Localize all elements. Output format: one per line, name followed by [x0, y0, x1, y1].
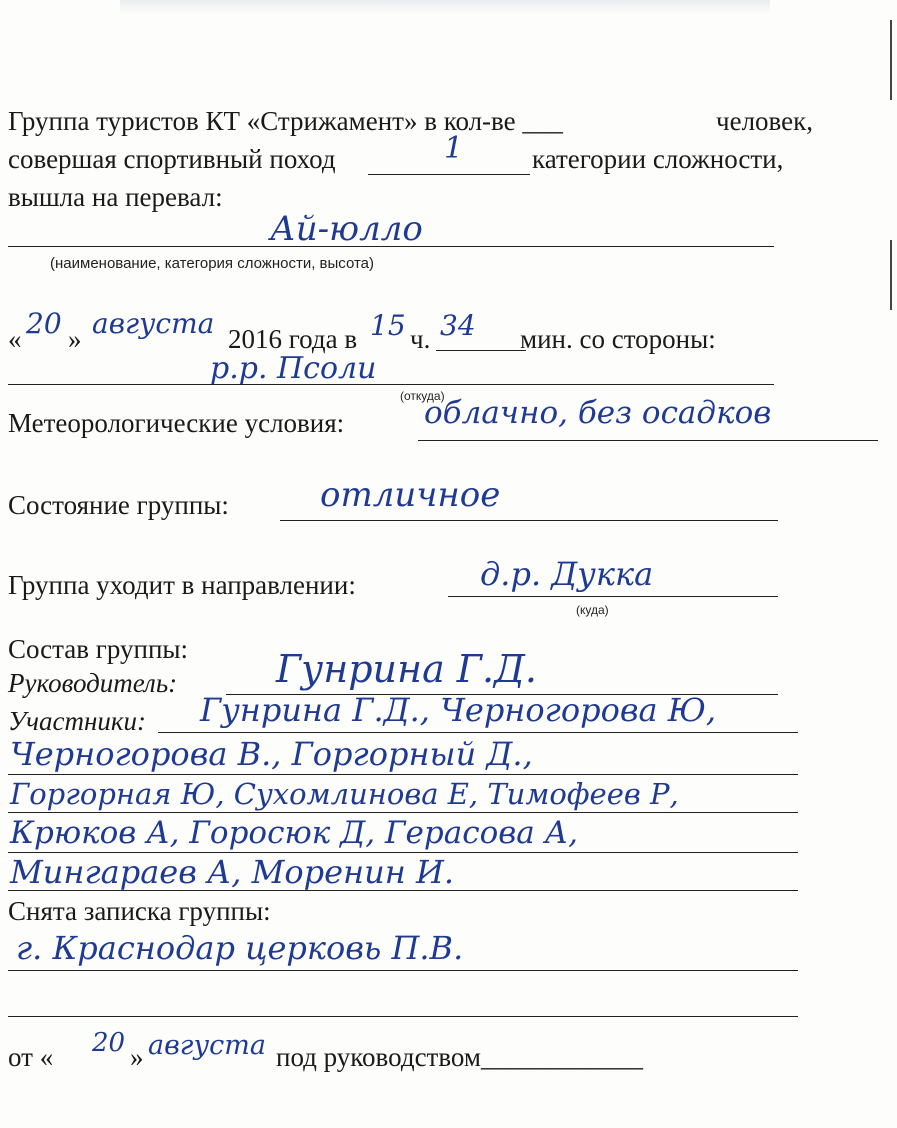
weather-line: [418, 440, 878, 441]
hw-bottom-month: августа: [148, 1030, 266, 1061]
pass-caption: (наименование, категория сложности, высота): [50, 255, 375, 272]
composition-label: Состав группы:: [8, 634, 189, 664]
hw-day: 20: [26, 307, 62, 340]
category-word: категории сложности,: [532, 144, 784, 174]
members-line-5: [8, 890, 798, 891]
date-open-quote: «: [8, 324, 22, 354]
hw-note-from: г. Краснодар церковь П.В.: [16, 929, 464, 967]
hw-members-2: Черногорова В., Горгорный Д.,: [10, 735, 533, 773]
hike-line-prefix: совершая спортивный поход: [8, 144, 336, 174]
minutes-from-side: мин. со стороны:: [520, 324, 716, 354]
hw-members-5: Мингараев А, Моренин И.: [10, 853, 455, 891]
pass-line: [8, 246, 774, 247]
bottom-leadership: под руководством____________: [276, 1042, 643, 1072]
hw-hour: 15: [370, 309, 406, 342]
weather-label: Метеорологические условия:: [8, 408, 345, 438]
hw-state: отличное: [320, 475, 501, 515]
people-word: человек,: [716, 106, 813, 136]
bottom-prefix: от «: [8, 1042, 54, 1072]
hw-direction: д.р. Дукка: [480, 555, 654, 593]
state-label: Состояние группы:: [8, 490, 229, 520]
hw-leader: Гунрина Г.Д.: [276, 647, 538, 691]
note-line-1: [8, 970, 798, 971]
hw-minute: 34: [440, 309, 476, 342]
state-line: [280, 520, 778, 521]
hw-from-place: р.р. Псоли: [210, 351, 377, 386]
date-year-text: 2016 года в: [228, 324, 358, 354]
from-line: [8, 384, 774, 385]
hw-members-3: Горгорная Ю, Сухомлинова Е, Тимофеев Р,: [10, 777, 679, 811]
members-line-2: [8, 774, 798, 775]
minute-blank: [436, 350, 526, 351]
hw-pass-name: Ай-юлло: [270, 209, 423, 249]
date-close-quote: »: [68, 324, 82, 354]
category-blank: [368, 174, 530, 175]
scan-top-shading: [120, 0, 770, 14]
hw-weather: облачно, без осадков: [424, 395, 772, 431]
direction-label: Группа уходит в направлении:: [8, 570, 356, 600]
to-caption: (куда): [576, 603, 609, 617]
members-label: Участники:: [8, 706, 147, 736]
bottom-close-quote: »: [130, 1042, 144, 1072]
group-size-line: Группа туристов КТ «Стрижамент» в кол-ве ___: [8, 106, 563, 136]
members-line-3: [8, 812, 798, 813]
note-label: Снята записка группы:: [8, 896, 271, 926]
scan-right-edge-2: [890, 240, 892, 310]
hw-month: августа: [92, 307, 215, 340]
hw-members-1: Гунрина Г.Д., Черногорова Ю,: [200, 691, 717, 729]
hw-bottom-day: 20: [92, 1028, 126, 1058]
members-line-1: [158, 732, 798, 733]
scan-right-edge: [890, 20, 892, 100]
hour-abbrev: ч.: [410, 324, 431, 354]
hw-members-4: Крюков А, Горосюк Д, Герасова А,: [10, 815, 578, 851]
leader-label: Руководитель:: [8, 668, 178, 698]
pass-label: вышла на перевал:: [8, 182, 223, 212]
from-caption: (откуда): [400, 389, 445, 403]
direction-line: [448, 596, 778, 597]
hw-category: 1: [444, 131, 464, 166]
note-line-2: [8, 1016, 798, 1017]
